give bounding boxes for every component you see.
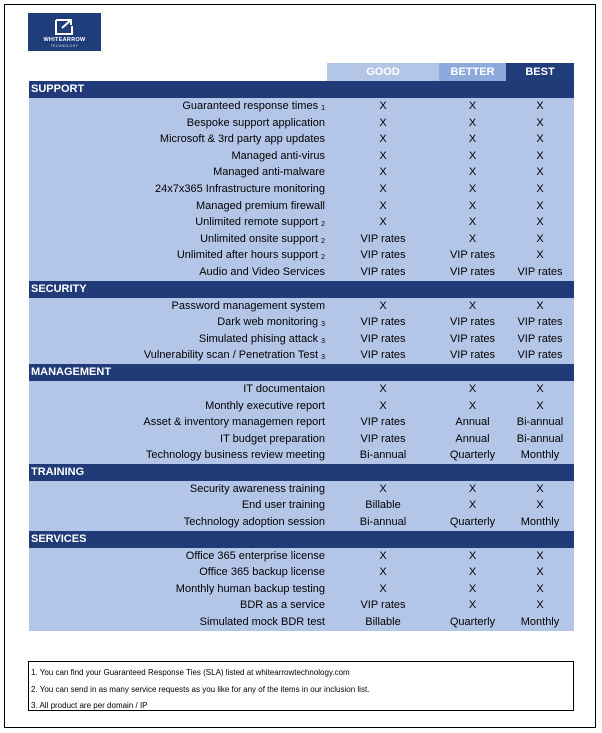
cell-better: Quarterly	[449, 516, 496, 529]
cell-good: X	[379, 299, 387, 312]
feature-text: Guaranteed response times	[182, 100, 319, 112]
feature-label	[190, 481, 325, 498]
cell-better: X	[468, 599, 477, 612]
cell-best: X	[536, 582, 544, 595]
feature-label	[200, 614, 325, 631]
feature-text: 24x7x365 Infrastructure monitoring	[155, 182, 325, 195]
cell-good: VIP rates	[360, 265, 406, 278]
feature-label	[231, 148, 325, 165]
table-row	[29, 214, 574, 231]
footnote-ref: 3	[321, 321, 325, 329]
cell-good: VIP rates	[360, 316, 406, 329]
cell-good: Billable	[365, 499, 401, 512]
section-header: SERVICES	[29, 531, 574, 548]
tier-header-best: BEST	[506, 63, 574, 81]
cell-good: VIP rates	[360, 232, 406, 245]
cell-better: X	[468, 549, 477, 562]
feature-text: Simulated mock BDR test	[199, 616, 325, 629]
arrow-logo-icon	[54, 18, 74, 36]
cell-good: Billable	[365, 616, 401, 629]
table-row	[29, 447, 574, 464]
feature-text: Managed anti-virus	[231, 149, 325, 162]
section-header: SECURITY	[29, 281, 574, 298]
cell-good: X	[379, 133, 387, 146]
footnote-ref: 3	[321, 354, 325, 362]
feature-text: Monthly executive report	[205, 399, 325, 412]
cell-better: X	[468, 149, 477, 162]
cell-good: X	[379, 549, 387, 562]
feature-label	[213, 164, 325, 181]
table-row	[29, 198, 574, 215]
cell-good: VIP rates	[360, 332, 406, 345]
footnote-ref: 2	[321, 237, 325, 245]
feature-text: Dark web monitoring	[217, 316, 319, 329]
cell-good: X	[379, 482, 387, 495]
cell-best: X	[536, 499, 544, 512]
table-row	[29, 497, 574, 514]
cell-better: X	[468, 199, 477, 212]
feature-label	[220, 431, 325, 448]
cell-better: Quarterly	[449, 616, 496, 629]
feature-label	[199, 564, 325, 581]
table-row	[29, 314, 574, 331]
cell-better: X	[468, 182, 477, 195]
cell-good: VIP rates	[360, 249, 406, 262]
feature-text: Unlimited remote support	[195, 216, 319, 229]
feature-label	[196, 198, 325, 215]
cell-good: X	[379, 216, 387, 229]
cell-good: VIP rates	[360, 416, 406, 429]
pricing-table	[29, 63, 574, 631]
feature-label	[242, 497, 325, 514]
cell-best: X	[536, 133, 544, 146]
cell-good: VIP rates	[360, 349, 406, 362]
cell-best: VIP rates	[517, 316, 563, 329]
cell-good: X	[379, 199, 387, 212]
cell-better: X	[468, 499, 477, 512]
feature-text: Office 365 enterprise license	[185, 549, 325, 562]
feature-label	[184, 514, 325, 531]
cell-best: Bi-annual	[516, 416, 564, 429]
table-row	[29, 148, 574, 165]
cell-good: X	[379, 116, 387, 129]
tier-header-row	[29, 63, 574, 81]
cell-good: Bi-annual	[359, 516, 407, 529]
table-row	[29, 431, 574, 448]
cell-good: X	[379, 399, 387, 412]
footnote-line: 3. All product are per domain / IP	[31, 701, 148, 710]
feature-text: Security awareness training	[189, 482, 325, 495]
table-row	[29, 514, 574, 531]
feature-text: Office 365 backup license	[199, 566, 325, 579]
cell-good: X	[379, 382, 387, 395]
table-row	[29, 414, 574, 431]
table-body	[29, 81, 574, 631]
feature-label	[176, 581, 325, 598]
cell-best: X	[536, 482, 544, 495]
cell-better: Quarterly	[449, 449, 496, 462]
feature-text: IT budget preparation	[220, 432, 325, 445]
cell-best: X	[536, 166, 544, 179]
footnotes-box	[28, 661, 574, 711]
table-row	[29, 398, 574, 415]
cell-good: X	[379, 149, 387, 162]
cell-better: X	[468, 232, 477, 245]
feature-text: Managed anti-malware	[213, 166, 325, 179]
feature-label	[186, 548, 325, 565]
cell-better: X	[468, 482, 477, 495]
cell-better: X	[468, 582, 477, 595]
cell-better: X	[468, 166, 477, 179]
feature-text: Asset & inventory managemen report	[143, 416, 325, 429]
table-row	[29, 381, 574, 398]
feature-text: End user training	[241, 499, 325, 512]
feature-text: Technology adoption session	[183, 516, 325, 529]
table-row	[29, 331, 574, 348]
feature-label	[199, 264, 325, 281]
feature-text: Unlimited after hours support	[176, 249, 319, 262]
table-row	[29, 347, 574, 364]
cell-best: X	[536, 249, 544, 262]
cell-good: VIP rates	[360, 599, 406, 612]
cell-best: Monthly	[520, 449, 560, 462]
cell-better: Annual	[455, 432, 490, 445]
cell-best: X	[536, 399, 544, 412]
cell-best: X	[536, 116, 544, 129]
feature-label	[144, 347, 325, 366]
logo-tagline: TECHNOLOGY	[50, 44, 79, 48]
cell-best: X	[536, 599, 544, 612]
cell-best: X	[536, 382, 544, 395]
table-row	[29, 164, 574, 181]
table-row	[29, 115, 574, 132]
cell-better: X	[468, 116, 477, 129]
feature-label	[160, 131, 325, 148]
cell-best: X	[536, 566, 544, 579]
cell-better: X	[468, 216, 477, 229]
feature-text: Vulnerability scan / Penetration Test	[143, 349, 319, 362]
cell-good: X	[379, 582, 387, 595]
feature-label	[172, 298, 325, 315]
table-row	[29, 264, 574, 281]
cell-better: VIP rates	[449, 332, 496, 345]
cell-best: X	[536, 182, 544, 195]
table-row	[29, 548, 574, 565]
section-header: TRAINING	[29, 464, 574, 481]
table-row	[29, 131, 574, 148]
tier-header-good: GOOD	[327, 63, 439, 81]
cell-best: X	[536, 100, 544, 112]
table-row	[29, 597, 574, 614]
section-header: SUPPORT	[29, 81, 574, 98]
section-header: MANAGEMENT	[29, 364, 574, 381]
cell-better: Annual	[455, 416, 490, 429]
cell-good: X	[379, 100, 387, 112]
footnote-ref: 2	[321, 221, 325, 229]
feature-text: Unlimited onsite support	[200, 232, 319, 245]
feature-text: Simulated phising attack	[198, 332, 319, 345]
table-row	[29, 181, 574, 198]
table-row	[29, 231, 574, 248]
cell-best: X	[536, 299, 544, 312]
cell-best: VIP rates	[517, 332, 563, 345]
cell-better: X	[468, 299, 477, 312]
feature-label	[146, 447, 325, 464]
cell-good: X	[379, 566, 387, 579]
table-row	[29, 614, 574, 631]
cell-best: Monthly	[520, 516, 560, 529]
cell-better: X	[468, 100, 477, 112]
footnote-ref: 1	[321, 105, 325, 112]
feature-label	[155, 181, 325, 198]
table-row	[29, 247, 574, 264]
cell-best: Monthly	[520, 616, 560, 629]
feature-text: Password management system	[171, 299, 325, 312]
cell-best: X	[536, 149, 544, 162]
feature-text: IT documentaion	[243, 382, 325, 395]
cell-good: Bi-annual	[359, 449, 407, 462]
feature-label	[240, 597, 325, 614]
cell-best: VIP rates	[517, 265, 563, 278]
footnote-line: 1. You can find your Guaranteed Response Ties (SLA) listed at whitearrowtechnology.com	[31, 668, 350, 677]
cell-good: VIP rates	[360, 432, 406, 445]
cell-better: VIP rates	[449, 349, 496, 362]
cell-better: X	[468, 382, 477, 395]
feature-text: Audio and Video Services	[199, 265, 325, 278]
cell-better: X	[468, 133, 477, 146]
feature-text: Managed premium firewall	[196, 199, 325, 212]
cell-better: VIP rates	[449, 316, 496, 329]
cell-good: X	[379, 166, 387, 179]
feature-text: Technology business review meeting	[145, 449, 325, 462]
cell-best: X	[536, 216, 544, 229]
table-row	[29, 98, 574, 115]
footnote-ref: 3	[321, 337, 325, 345]
feature-label	[243, 381, 325, 398]
feature-text: Microsoft & 3rd party app updates	[159, 133, 325, 146]
cell-better: VIP rates	[449, 265, 496, 278]
table-row	[29, 564, 574, 581]
logo-name: WHITEARROW	[43, 37, 86, 43]
cell-best: X	[536, 549, 544, 562]
cell-best: Bi-annual	[516, 432, 564, 445]
table-row	[29, 298, 574, 315]
table-row	[29, 481, 574, 498]
cell-better: VIP rates	[449, 249, 496, 262]
cell-good: X	[379, 182, 387, 195]
feature-label	[205, 398, 325, 415]
feature-text: Monthly human backup testing	[175, 582, 325, 595]
tier-header-better: BETTER	[439, 63, 506, 81]
feature-text: BDR as a service	[240, 599, 325, 612]
feature-text: Bespoke support application	[186, 116, 325, 129]
footnote-ref: 2	[321, 254, 325, 262]
feature-label	[143, 414, 325, 431]
cell-best: X	[536, 232, 544, 245]
table-row	[29, 581, 574, 598]
cell-best: VIP rates	[517, 349, 563, 362]
cell-best: X	[536, 199, 544, 212]
company-logo	[28, 13, 101, 51]
footnote-line: 2. You can send in as many service requests as you like for any of the items in our inclusion list.	[31, 684, 370, 694]
cell-better: X	[468, 399, 477, 412]
cell-better: X	[468, 566, 477, 579]
feature-label	[187, 115, 325, 132]
